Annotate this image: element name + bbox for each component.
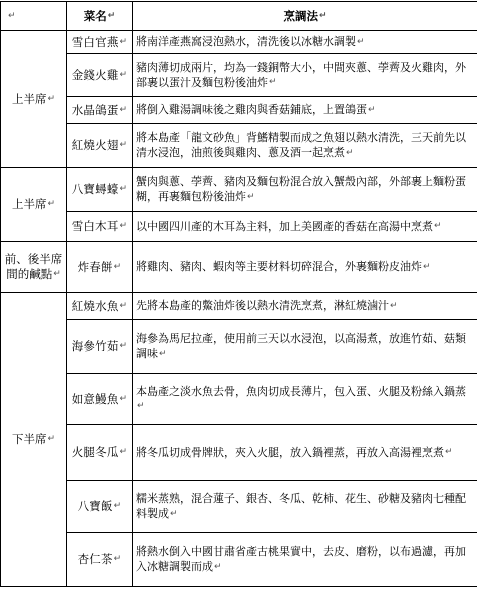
table-row — [1, 481, 477, 533]
table-row — [1, 124, 477, 168]
banquet-menu-table — [0, 1, 477, 587]
dish-name-cell: 杏仁茶↵ — [67, 533, 133, 587]
dish-name-cell: 金錢火雞↵ — [67, 54, 133, 97]
dish-name-cell: 水晶鴿蛋↵ — [67, 97, 133, 124]
dish-name-cell: 八寶蟳蠔↵ — [67, 168, 133, 212]
dish-name-cell: 紅燒火翅↵ — [67, 124, 133, 168]
header-section-cell: ↵ — [1, 2, 67, 31]
dish-name-cell: 紅燒水魚↵ — [67, 293, 133, 320]
section-label-cell: 下半席↵ — [1, 293, 67, 587]
table-row — [1, 533, 477, 587]
table-row — [1, 242, 477, 293]
dish-method-cell: 將熱水倒入中國甘肅省產古桃果實中，去皮、磨粉，以布過濾，再加入冰糖調製而成↵ — [133, 533, 477, 587]
dish-name-cell: 火腿冬瓜↵ — [67, 425, 133, 481]
table-row — [1, 168, 477, 212]
section-label-cell: 上半席↵ — [1, 31, 67, 168]
dish-name-cell: 海參竹茹↵ — [67, 320, 133, 374]
dish-name-cell: 如意鰻魚↵ — [67, 374, 133, 425]
table-row — [1, 97, 477, 124]
dish-method-cell: 將冬瓜切成骨牌狀，夾入火腿，放入鍋裡蒸，再放入高湯裡烹煮↵ — [133, 425, 477, 481]
section-label-cell: 上半席↵ — [1, 168, 67, 242]
dish-method-cell: 將雞肉、豬肉、蝦肉等主要材料切碎混合，外裹麵粉皮油炸↵ — [133, 242, 477, 293]
section-label-cell: 前、後半席間的鹹點↵ — [1, 242, 67, 293]
table-row — [1, 54, 477, 97]
header-dish-name: 菜名↵ — [67, 2, 133, 31]
dish-method-cell: 將南洋產燕窩浸泡熱水，清洗後以冰糖水調製↵ — [133, 31, 477, 54]
table-row — [1, 374, 477, 425]
dish-method-cell: 以中國四川產的木耳為主料，加上美國產的香菇在高湯中烹煮↵ — [133, 212, 477, 242]
dish-method-cell: 先將本島產的鱉油炸後以熱水清洗烹煮，淋紅燒滷汁↵ — [133, 293, 477, 320]
dish-method-cell: 蟹肉與蔥、荸薺、豬肉及麵包粉混合放入蟹殼內部，外部裹上麵粉蛋糊，再裹麵包粉後油炸↵ — [133, 168, 477, 212]
dish-method-cell: 海參為馬尼拉產，使用前三天以水浸泡，以高湯煮，放進竹茹、菇類調味↵ — [133, 320, 477, 374]
dish-name-cell: 雪白官燕↵ — [67, 31, 133, 54]
dish-method-cell: 將倒入雞湯調味後之雞肉與香菇鋪底，上置鴿蛋↵ — [133, 97, 477, 124]
dish-name-cell: 雪白木耳↵ — [67, 212, 133, 242]
dish-method-cell: 豬肉薄切成兩片，均為一錢銅幣大小，中間夾蔥、荸薺及火雞肉，外部裹以蛋汁及麵包粉後油炸↵ — [133, 54, 477, 97]
table-row — [1, 320, 477, 374]
table-row — [1, 293, 477, 320]
dish-method-cell: 將本島產「龍文砂魚」背鰭精製而成之魚翅以熱水清洗，三天前先以清水浸泡，油煎後與雞肉、蔥及酒一起烹煮↵ — [133, 124, 477, 168]
dish-method-cell: 糯米蒸熟，混合蓮子、銀杏、冬瓜、乾柿、花生、砂糖及豬肉七種配料製成↵ — [133, 481, 477, 533]
dish-name-cell: 八寶飯↵ — [67, 481, 133, 533]
header-row — [1, 2, 477, 31]
header-cooking-method: 烹調法↵ — [133, 2, 477, 31]
table-row — [1, 212, 477, 242]
dish-name-cell: 炸春餅↵ — [67, 242, 133, 293]
table-row — [1, 31, 477, 54]
table-row — [1, 425, 477, 481]
dish-method-cell: 本島產之淡水魚去骨，魚肉切成長薄片，包入蛋、火腿及粉絲入鍋蒸↵ — [133, 374, 477, 425]
